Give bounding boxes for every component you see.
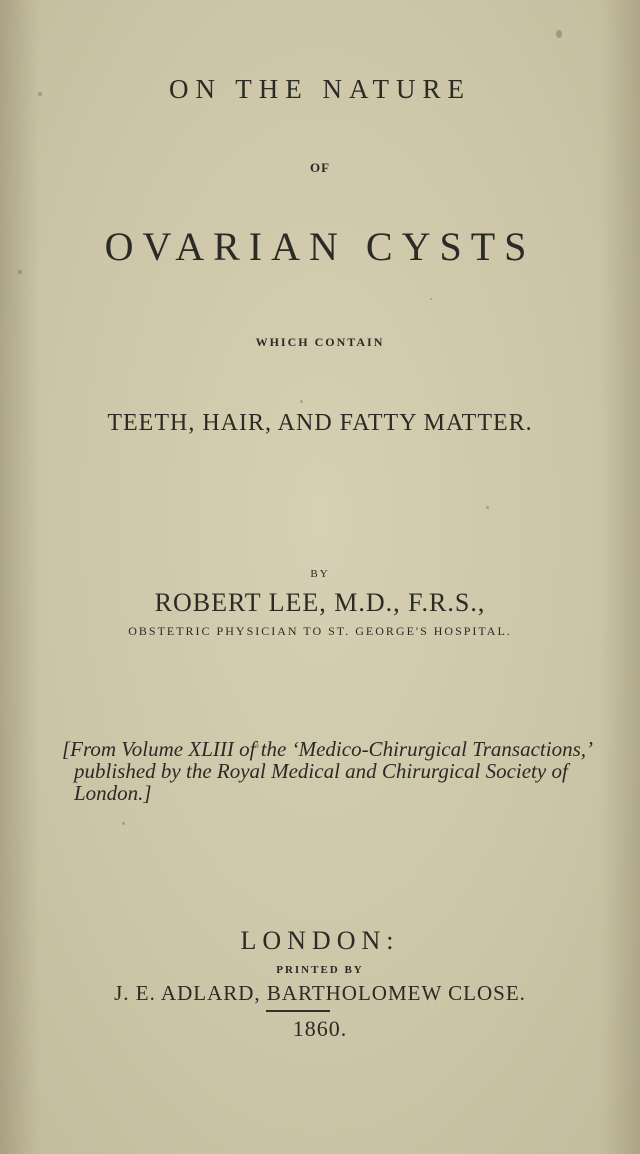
paper-speck <box>486 506 489 509</box>
source-note-line-3: London.] <box>74 781 152 806</box>
title-connector: OF <box>309 160 331 175</box>
subject-line: TEETH, HAIR, AND FATTY MATTER. <box>107 410 533 436</box>
paper-speck <box>430 298 432 300</box>
printer-name: J. E. ADLARD, BARTHOLOMEW CLOSE. <box>114 981 526 1005</box>
author-name: ROBERT LEE, M.D., F.R.S., <box>154 588 486 617</box>
which-contain: WHICH CONTAIN <box>255 335 385 349</box>
imprint-year: 1860. <box>292 1016 348 1041</box>
paper-speck <box>122 822 125 825</box>
source-note-line-1: [From Volume XLIII of the ‘Medico-Chirurgical Transactions,’ <box>62 737 593 761</box>
paper-speck <box>556 30 562 38</box>
paper-speck <box>300 400 303 403</box>
paper-speck <box>18 270 22 274</box>
source-note-line-2: published by the Royal Medical and Chirurgical Society of <box>74 759 568 784</box>
imprint-rule <box>266 1010 330 1012</box>
imprint-city: LONDON: <box>240 926 400 955</box>
source-note <box>62 737 593 806</box>
author-affiliation: OBSTETRIC PHYSICIAN TO ST. GEORGE'S HOSPITAL. <box>128 624 512 638</box>
title-line-2: OVARIAN CYSTS <box>104 224 536 269</box>
title-line-1: ON THE NATURE <box>169 74 471 104</box>
by-label: BY <box>310 568 330 580</box>
printed-by-label: PRINTED BY <box>276 964 364 976</box>
